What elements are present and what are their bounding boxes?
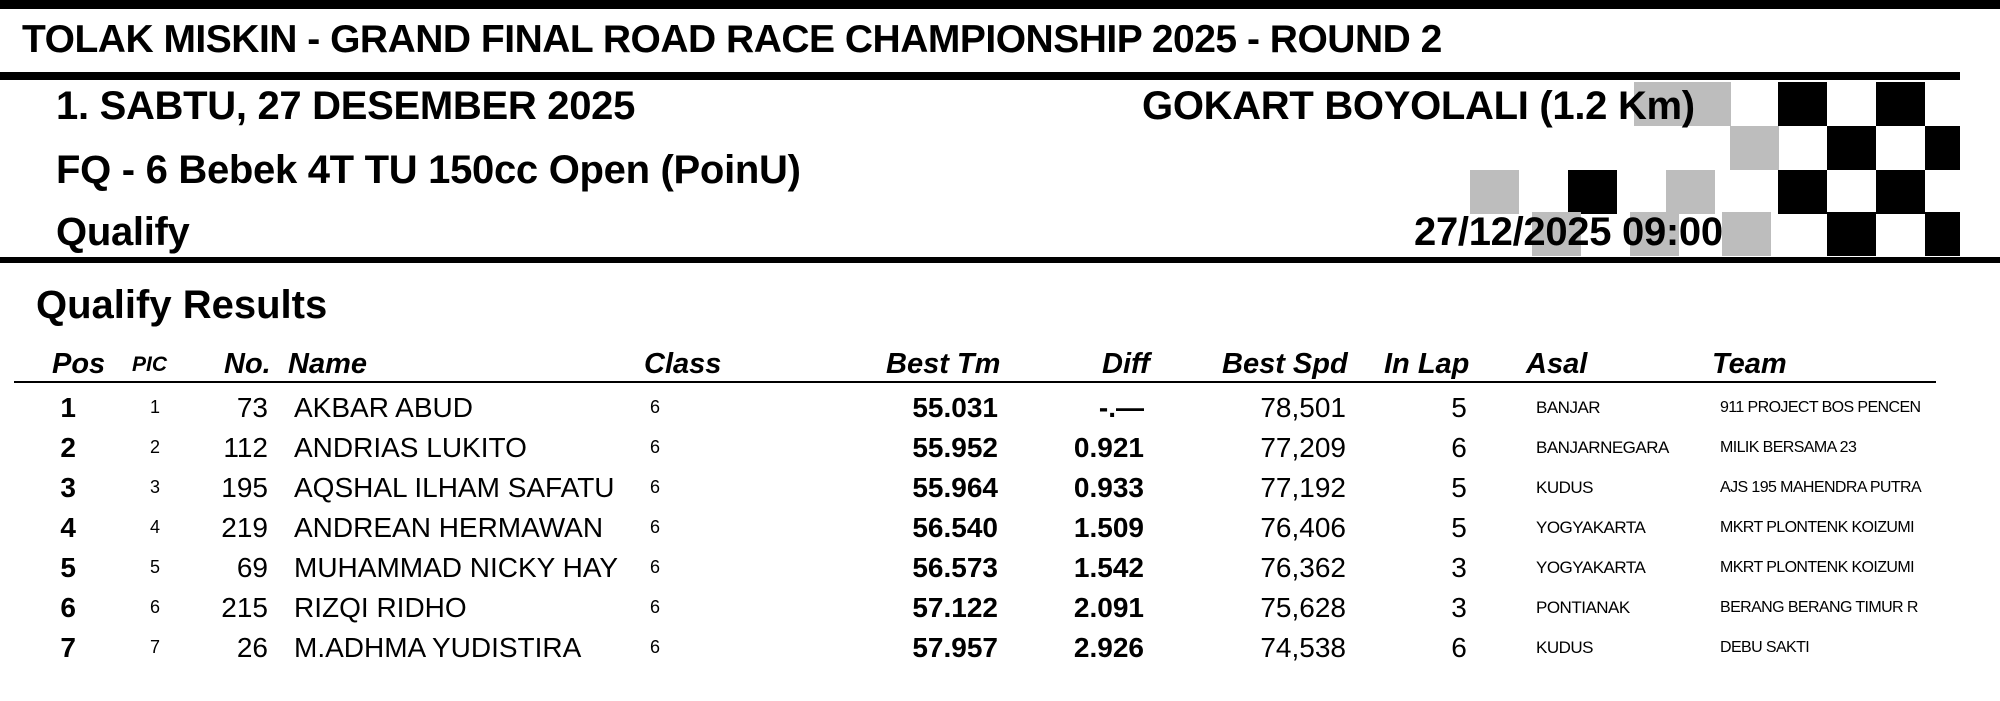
- cell-class: 6: [650, 597, 661, 617]
- session-name: Qualify: [56, 210, 190, 254]
- cell-in-lap: 3: [1451, 552, 1467, 583]
- cell-class: 6: [650, 477, 661, 497]
- cell-name: AKBAR ABUD: [294, 392, 473, 423]
- col-header-class: Class: [644, 348, 722, 380]
- cell-in-lap: 6: [1451, 432, 1467, 463]
- cell-asal: YOGYAKARTA: [1536, 558, 1646, 577]
- cell-team: MKRT PLONTENK KOIZUMI: [1720, 559, 1914, 576]
- cell-asal: BANJAR: [1536, 398, 1601, 417]
- cell-name: AQSHAL ILHAM SAFATU: [294, 472, 615, 503]
- cell-name: ANDREAN HERMAWAN: [294, 512, 604, 543]
- cell-in-lap: 3: [1451, 592, 1467, 623]
- cell-best-tm: 57.122: [912, 592, 998, 623]
- cell-in-lap: 6: [1451, 632, 1467, 663]
- header-rule: [14, 381, 1936, 383]
- cell-pic: 5: [149, 557, 160, 577]
- cell-best-tm: 57.957: [912, 632, 998, 663]
- cell-no: 26: [236, 632, 268, 663]
- cell-no: 73: [236, 392, 268, 423]
- cell-asal: PONTIANAK: [1536, 598, 1630, 617]
- cell-pic: 2: [149, 437, 160, 457]
- cell-class: 6: [650, 557, 661, 577]
- cell-best-spd: 78,501: [1260, 392, 1346, 423]
- col-header-team: Team: [1712, 348, 1787, 380]
- cell-in-lap: 5: [1451, 512, 1467, 543]
- cell-class: 6: [650, 637, 661, 657]
- cell-class: 6: [650, 517, 661, 537]
- cell-best-spd: 74,538: [1260, 632, 1346, 663]
- cell-asal: YOGYAKARTA: [1536, 518, 1646, 537]
- cell-asal: BANJARNEGARA: [1536, 438, 1669, 457]
- col-header-name: Name: [288, 348, 367, 380]
- col-header-pic: PIC: [132, 353, 168, 376]
- col-header-diff: Diff: [1102, 348, 1150, 380]
- cell-best-spd: 77,192: [1260, 472, 1346, 503]
- cell-diff: 1.509: [1073, 512, 1144, 543]
- cell-team: BERANG BERANG TIMUR R: [1720, 599, 1918, 616]
- cell-class: 6: [650, 397, 661, 417]
- event-title: TOLAK MISKIN - GRAND FINAL ROAD RACE CHAMPIONSHIP 2025 - ROUND 2: [22, 18, 1442, 61]
- cell-team: MILIK BERSAMA 23: [1720, 439, 1857, 456]
- cell-diff: -.—: [1098, 392, 1144, 423]
- cell-team: DEBU SAKTI: [1720, 639, 1810, 656]
- cell-best-spd: 75,628: [1260, 592, 1346, 623]
- cell-pos: 2: [60, 432, 76, 463]
- cell-pos: 7: [60, 632, 76, 663]
- cell-team: AJS 195 MAHENDRA PUTRA: [1720, 479, 1922, 496]
- cell-no: 215: [221, 592, 268, 623]
- col-header-no: No.: [224, 348, 271, 380]
- cell-best-tm: 55.031: [912, 392, 998, 423]
- cell-name: ANDRIAS LUKITO: [294, 432, 527, 463]
- cell-pos: 1: [60, 392, 76, 423]
- session-datetime: 27/12/2025 09:00: [1414, 210, 1723, 254]
- col-header-best-spd: Best Spd: [1222, 348, 1348, 380]
- section-title: Qualify Results: [36, 283, 328, 327]
- cell-asal: KUDUS: [1536, 478, 1594, 497]
- cell-pic: 4: [149, 517, 160, 537]
- cell-best-tm: 56.540: [912, 512, 998, 543]
- cell-pos: 3: [60, 472, 76, 503]
- title-divider: [0, 72, 1960, 80]
- cell-pic: 7: [149, 637, 160, 657]
- cell-name: RIZQI RIDHO: [294, 592, 467, 623]
- cell-pos: 6: [60, 592, 76, 623]
- cell-best-tm: 55.964: [912, 472, 998, 503]
- cell-in-lap: 5: [1451, 392, 1467, 423]
- col-header-in-lap: In Lap: [1384, 348, 1470, 380]
- cell-diff: 2.926: [1073, 632, 1144, 663]
- cell-best-tm: 55.952: [912, 432, 998, 463]
- cell-no: 219: [221, 512, 268, 543]
- cell-diff: 1.542: [1073, 552, 1144, 583]
- cell-best-spd: 77,209: [1260, 432, 1346, 463]
- cell-diff: 0.921: [1073, 432, 1144, 463]
- cell-name: MUHAMMAD NICKY HAY: [294, 552, 619, 583]
- col-header-best-tm: Best Tm: [886, 348, 1001, 380]
- cell-team: 911 PROJECT BOS PENCEN: [1720, 399, 1921, 416]
- cell-in-lap: 5: [1451, 472, 1467, 503]
- event-day-date: 1. SABTU, 27 DESEMBER 2025: [56, 84, 636, 128]
- cell-pic: 3: [149, 477, 160, 497]
- cell-class: 6: [650, 437, 661, 457]
- cell-diff: 0.933: [1073, 472, 1144, 503]
- cell-best-spd: 76,362: [1260, 552, 1346, 583]
- cell-best-spd: 76,406: [1260, 512, 1346, 543]
- race-class: FQ - 6 Bebek 4T TU 150cc Open (PoinU): [56, 148, 801, 192]
- col-header-pos: Pos: [52, 348, 106, 380]
- cell-name: M.ADHMA YUDISTIRA: [294, 632, 582, 663]
- cell-diff: 2.091: [1073, 592, 1144, 623]
- cell-best-tm: 56.573: [912, 552, 998, 583]
- venue: GOKART BOYOLALI (1.2 Km): [1142, 84, 1695, 128]
- cell-pic: 6: [149, 597, 160, 617]
- header-bottom-divider: [0, 257, 2000, 263]
- cell-pos: 5: [60, 552, 76, 583]
- cell-no: 112: [223, 432, 268, 463]
- cell-pic: 1: [149, 397, 160, 417]
- col-header-asal: Asal: [1526, 348, 1588, 380]
- top-border: [0, 0, 2000, 9]
- cell-no: 69: [236, 552, 268, 583]
- cell-team: MKRT PLONTENK KOIZUMI: [1720, 519, 1914, 536]
- cell-asal: KUDUS: [1536, 638, 1594, 657]
- cell-no: 195: [221, 472, 268, 503]
- cell-pos: 4: [60, 512, 76, 543]
